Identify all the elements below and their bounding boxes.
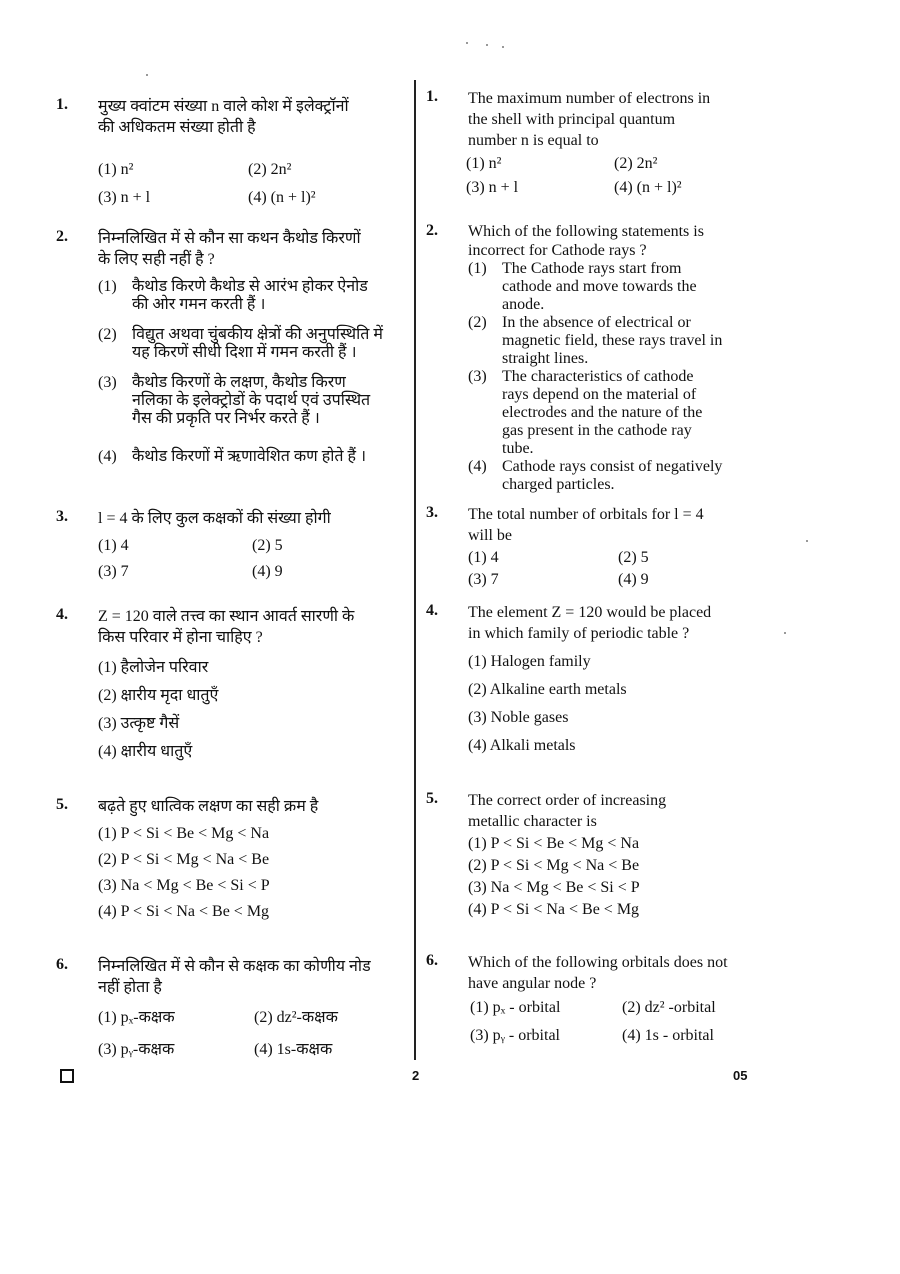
option-1: (1) Halogen family [468,653,591,670]
scan-speck [466,42,468,44]
option-1: (1) pₓ-कक्षक [98,1009,175,1026]
option-1: (1) The Cathode rays start from cathode and move towards the anode. [468,260,697,313]
scan-speck [486,44,488,46]
option-2: (2) 5 [618,549,649,566]
option-4: (4) (n + l)² [614,179,682,196]
option-4: (4) 9 [252,563,283,580]
option-4: (4) Alkali metals [468,737,576,754]
option-2: (2) In the absence of electrical or magnetic field, these rays travel in straight lines. [468,314,723,367]
option-3: (3) 7 [468,571,499,588]
question-text: The maximum number of electrons in the shell with principal quantum number n is equal to [468,90,711,149]
question-text: The total number of orbitals for l = 4 will be [468,506,704,544]
question-text: निम्नलिखित में से कौन सा कथन कैथोड किरणों के लिए सही नहीं है ? [98,230,361,268]
option-1: (1) 4 [98,537,129,554]
option-4: (4) P < Si < Na < Be < Mg [98,903,270,920]
option-1: (1) pₓ - orbital [470,999,561,1016]
option-3: (3) Noble gases [468,709,569,726]
option-4: (4) (n + l)² [248,189,316,206]
option-3: (3) pᵧ-कक्षक [98,1041,175,1058]
column-divider [414,80,416,1060]
question-number: 3. [56,508,68,525]
question-number: 6. [56,956,68,973]
option-2: (2) विद्युत अथवा चुंबकीय क्षेत्रों की अनुपस्थिति में यह किरणें सीधी दिशा में गमन करती हैं । [98,326,383,361]
option-3: (3) n + l [466,179,519,196]
option-4: (4) क्षारीय धातुएँ [98,743,193,760]
option-4: (4) P < Si < Na < Be < Mg [468,901,640,918]
question-text: The correct order of increasing metallic character is [468,792,667,830]
option-2: (2) 2n² [614,155,658,172]
page-number: 2 [412,1068,420,1083]
question-number: 1. [56,96,68,113]
option-2: (2) 5 [252,537,283,554]
question-number: 1. [426,88,438,105]
option-2: (2) Alkaline earth metals [468,681,627,698]
scan-speck [146,74,148,76]
question-text: The element Z = 120 would be placed in which family of periodic table ? [468,604,712,642]
question-number: 3. [426,504,438,521]
scan-speck [502,46,504,48]
option-3: (3) 7 [98,563,129,580]
option-2: (2) 2n² [248,161,292,178]
square-marker-icon [60,1069,74,1083]
option-4: (4) कैथोड किरणों में ऋणावेशित कण होते हैं । [98,448,367,465]
question-text: बढ़ते हुए धात्विक लक्षण का सही क्रम है [98,798,319,815]
option-1: (1) हैलोजेन परिवार [98,659,209,676]
option-1: (1) n² [466,155,502,172]
option-3: (3) n + l [98,189,151,206]
booklet-code: 05 [733,1068,748,1083]
option-1: (1) 4 [468,549,499,566]
question-number: 4. [426,602,438,619]
option-2: (2) P < Si < Mg < Na < Be [468,857,640,874]
question-text: मुख्य क्वांटम संख्या n वाले कोश में इलेक्ट्रॉनों की अधिकतम संख्या होती है [98,98,349,136]
option-4: (4) 1s - orbital [622,1027,714,1044]
question-number: 4. [56,606,68,623]
option-3: (3) The characteristics of cathode rays depend on the material of electrodes and the nature of the gas present in the cathode ray tube. [468,368,703,457]
option-2: (2) dz²-कक्षक [254,1009,338,1026]
scan-speck [784,632,786,634]
option-2: (2) P < Si < Mg < Na < Be [98,851,270,868]
option-1: (1) P < Si < Be < Mg < Na [468,835,640,852]
question-text: निम्नलिखित में से कौन से कक्षक का कोणीय नोड नहीं होता है [98,958,371,996]
question-number: 2. [56,228,68,245]
option-1: (1) कैथोड किरणे कैथोड से आरंभ होकर ऐनोड की ओर गमन करती हैं । [98,278,368,313]
scan-speck [806,540,808,542]
question-number: 5. [426,790,438,807]
option-2: (2) dz² -orbital [622,999,716,1016]
option-4: (4) Cathode rays consist of negatively charged particles. [468,458,723,493]
option-3: (3) pᵧ - orbital [470,1027,560,1044]
option-3: (3) उत्कृष्ट गैसें [98,715,180,732]
question-text: l = 4 के लिए कुल कक्षकों की संख्या होगी [98,510,331,527]
question-text: Z = 120 वाले तत्त्व का स्थान आवर्त सारणी के किस परिवार में होना चाहिए ? [98,608,355,646]
question-number: 5. [56,796,68,813]
option-3: (3) Na < Mg < Be < Si < P [468,879,640,896]
question-number: 6. [426,952,438,969]
question-text: Which of the following statements is incorrect for Cathode rays ? [468,223,704,259]
option-2: (2) क्षारीय मृदा धातुएँ [98,687,219,704]
question-text: Which of the following orbitals does not have angular node ? [468,954,728,992]
option-3: (3) Na < Mg < Be < Si < P [98,877,270,894]
option-3: (3) कैथोड किरणों के लक्षण, कैथोड किरण नलिका के इलेक्ट्रोडों के पदार्थ एवं उपस्थित गैस की प्रकृति पर निर्भर करते हैं । [98,374,371,427]
option-4: (4) 1s-कक्षक [254,1041,333,1058]
option-1: (1) P < Si < Be < Mg < Na [98,825,270,842]
option-1: (1) n² [98,161,134,178]
option-4: (4) 9 [618,571,649,588]
question-number: 2. [426,222,438,239]
